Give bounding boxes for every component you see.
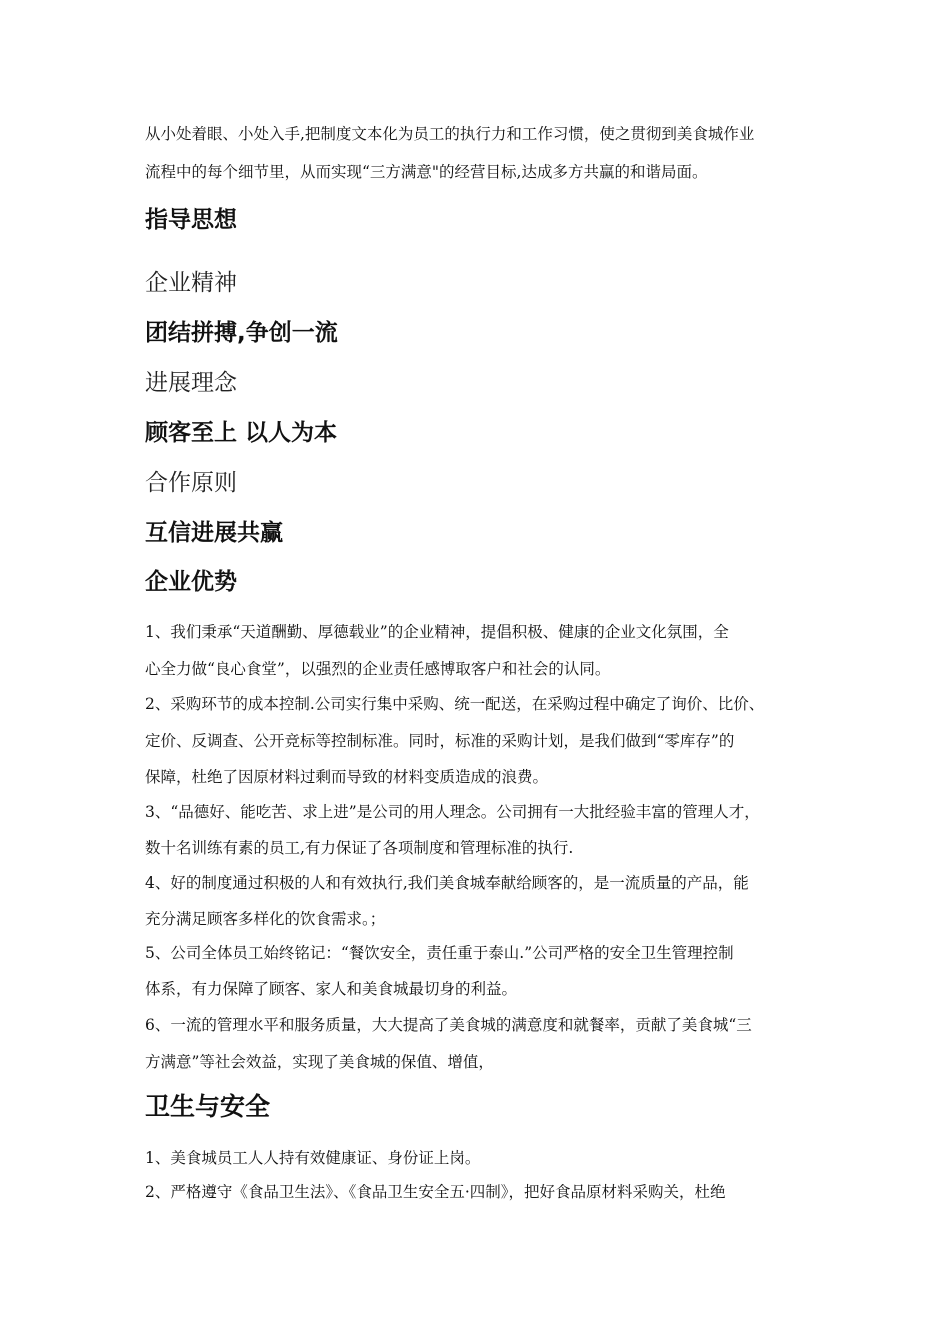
guiding-heading: 指导思想	[145, 207, 237, 233]
advantage-line: 6、一流的管理水平和服务质量，大大提高了美食城的满意度和就餐率，贡献了美食城“三	[145, 1016, 752, 1034]
advantage-line: 定价、反调查、公开竞标等控制标准。同时，标准的采购计划，是我们做到“零库存”的	[145, 732, 735, 750]
advantage-line: 5、公司全体员工始终铭记：“餐饮安全，责任重于泰山.”公司严格的安全卫生管理控制	[145, 944, 734, 962]
advantage-line: 方满意”等社会效益，实现了美食城的保值、增值，	[145, 1053, 494, 1071]
advantage-line: 体系，有力保障了顾客、家人和美食城最切身的利益。	[145, 980, 518, 998]
advantage-line: 4、好的制度通过积极的人和有效执行,我们美食城奉献给顾客的，是一流质量的产品，能	[145, 874, 749, 892]
spirit-label: 企业精神	[145, 270, 237, 296]
safety-line: 2、严格遵守《食品卫生法》、《食品卫生安全五·四制》，把好食品原材料采购关，杜绝	[145, 1183, 726, 1201]
advantage-line: 3、“品德好、能吃苦、求上进”是公司的用人理念。公司拥有一大批经验丰富的管理人才，	[145, 803, 760, 821]
safety-heading: 卫生与安全	[145, 1092, 271, 1121]
intro-line-2: 流程中的每个细节里，从而实现“三方满意"的经营目标,达成多方共赢的和谐局面。	[145, 163, 708, 181]
safety-line: 1、美食城员工人人持有效健康证、身份证上岗。	[145, 1149, 481, 1167]
spirit-value: 团结拼搏,争创一流	[145, 320, 338, 346]
advantage-line: 充分满足顾客多样化的饮食需求。；	[145, 910, 386, 928]
advantage-line: 数十名训练有素的员工,有力保证了各项制度和管理标准的执行.	[145, 839, 574, 857]
intro-line-1: 从小处着眼、小处入手,把制度文本化为员工的执行力和工作习惯，使之贯彻到美食城作业	[145, 125, 755, 143]
philosophy-value: 顾客至上 以人为本	[145, 420, 338, 446]
cooperation-label: 合作原则	[145, 470, 237, 496]
advantage-line: 心全力做“良心食堂”，以强烈的企业责任感博取客户和社会的认同。	[145, 660, 611, 678]
advantage-line: 2、采购环节的成本控制.公司实行集中采购、统一配送，在采购过程中确定了询价、比价、	[145, 695, 765, 713]
advantage-line: 保障，杜绝了因原材料过剩而导致的材料变质造成的浪费。	[145, 768, 549, 786]
philosophy-label: 进展理念	[145, 370, 237, 396]
cooperation-value: 互信进展共赢	[145, 520, 283, 546]
advantages-heading: 企业优势	[145, 569, 237, 595]
advantage-line: 1、我们秉承“天道酬勤、厚德载业”的企业精神，提倡积极、健康的企业文化氛围，全	[145, 623, 729, 641]
